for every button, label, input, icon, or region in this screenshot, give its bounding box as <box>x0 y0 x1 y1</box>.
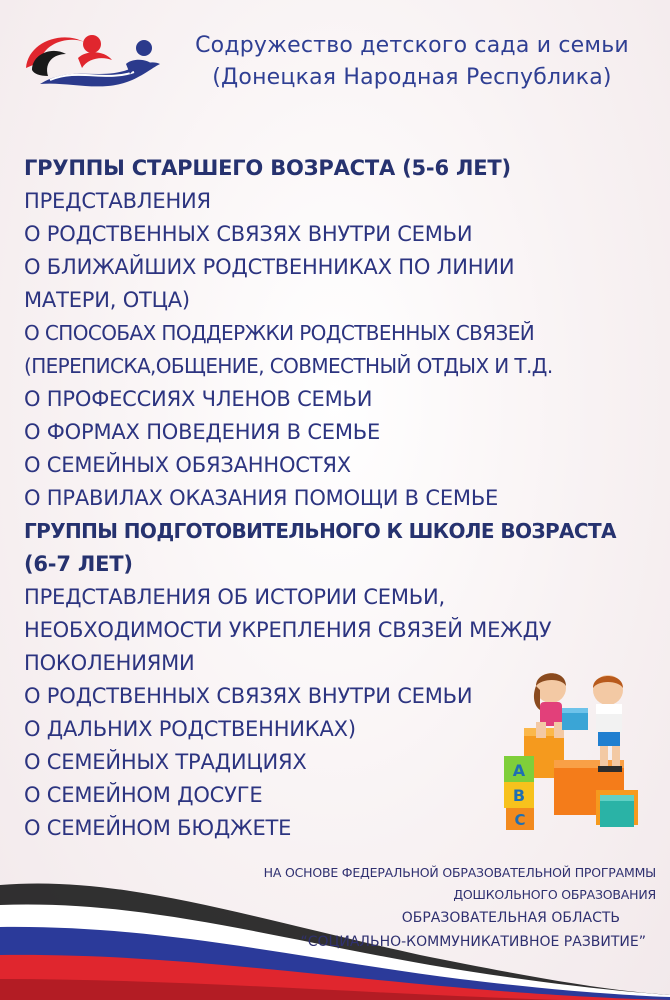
section2-line: ПОКОЛЕНИЯМИ <box>24 651 195 675</box>
footer-caption <box>186 862 656 954</box>
section1-line: О СЕМЕЙНЫХ ОБЯЗАННОСТЯХ <box>24 453 351 477</box>
block-letter: B <box>512 786 526 805</box>
section2-line: О РОДСТВЕННЫХ СВЯЗЯХ ВНУТРИ СЕМЬИ <box>24 684 473 708</box>
organization-title-line1: Содружество детского сада и семьи <box>195 33 629 58</box>
section1-line: О БЛИЖАЙШИХ РОДСТВЕННИКАХ ПО ЛИНИИ <box>24 255 515 279</box>
footer-line3: ОБРАЗОВАТЕЛЬНАЯ ОБЛАСТЬ <box>401 910 620 926</box>
section1-line: (ПЕРЕПИСКА,ОБЩЕНИЕ, СОВМЕСТНЫЙ ОТДЫХ И Т.Д. <box>24 354 553 378</box>
section2-line: О СЕМЕЙНОМ ДОСУГЕ <box>24 783 263 807</box>
section2-line: НЕОБХОДИМОСТИ УКРЕПЛЕНИЯ СВЯЗЕЙ МЕЖДУ <box>24 618 552 642</box>
section2-line: ПРЕДСТАВЛЕНИЯ ОБ ИСТОРИИ СЕМЬИ, <box>24 585 445 609</box>
section1-line: О ПРОФЕССИЯХ ЧЛЕНОВ СЕМЬИ <box>24 387 373 411</box>
footer-line1: НА ОСНОВЕ ФЕДЕРАЛЬНОЙ ОБРАЗОВАТЕЛЬНОЙ ПРОГРАММЫ <box>263 865 656 880</box>
block-letter: C <box>514 811 526 829</box>
organization-title-line2: (Донецкая Народная Республика) <box>212 65 612 90</box>
organization-logo <box>22 24 167 96</box>
section1-line: ПРЕДСТАВЛЕНИЯ <box>24 189 211 213</box>
footer-line4: “СОЦИАЛЬНО-КОММУНИКАТИВНОЕ РАЗВИТИЕ” <box>300 934 646 950</box>
section1-line: МАТЕРИ, ОТЦА) <box>24 288 190 312</box>
footer-line2: ДОШКОЛЬНОГО ОБРАЗОВАНИЯ <box>453 887 656 902</box>
organization-title <box>172 30 652 94</box>
section2-line: О СЕМЕЙНЫХ ТРАДИЦИЯХ <box>24 750 307 774</box>
section1-line: О ПРАВИЛАХ ОКАЗАНИЯ ПОМОЩИ В СЕМЬЕ <box>24 486 499 510</box>
block-letter: A <box>512 761 526 780</box>
section2-line: О ДАЛЬНИХ РОДСТВЕННИКАХ) <box>24 717 356 741</box>
section2-line: О СЕМЕЙНОМ БЮДЖЕТЕ <box>24 816 292 840</box>
section1-line: О ФОРМАХ ПОВЕДЕНИЯ В СЕМЬЕ <box>24 420 381 444</box>
section1-line: О РОДСТВЕННЫХ СВЯЗЯХ ВНУТРИ СЕМЬИ <box>24 222 473 246</box>
section1-heading: ГРУППЫ СТАРШЕГО ВОЗРАСТА (5-6 ЛЕТ) <box>24 156 511 180</box>
kids-with-blocks-illustration <box>496 660 656 835</box>
section2-heading: ГРУППЫ ПОДГОТОВИТЕЛЬНОГО К ШКОЛЕ ВОЗРАСТА <box>24 519 616 543</box>
section1-line: О СПОСОБАХ ПОДДЕРЖКИ РОДСТВЕННЫХ СВЯЗЕЙ <box>24 321 535 345</box>
section2-heading-age: (6-7 ЛЕТ) <box>24 552 133 576</box>
